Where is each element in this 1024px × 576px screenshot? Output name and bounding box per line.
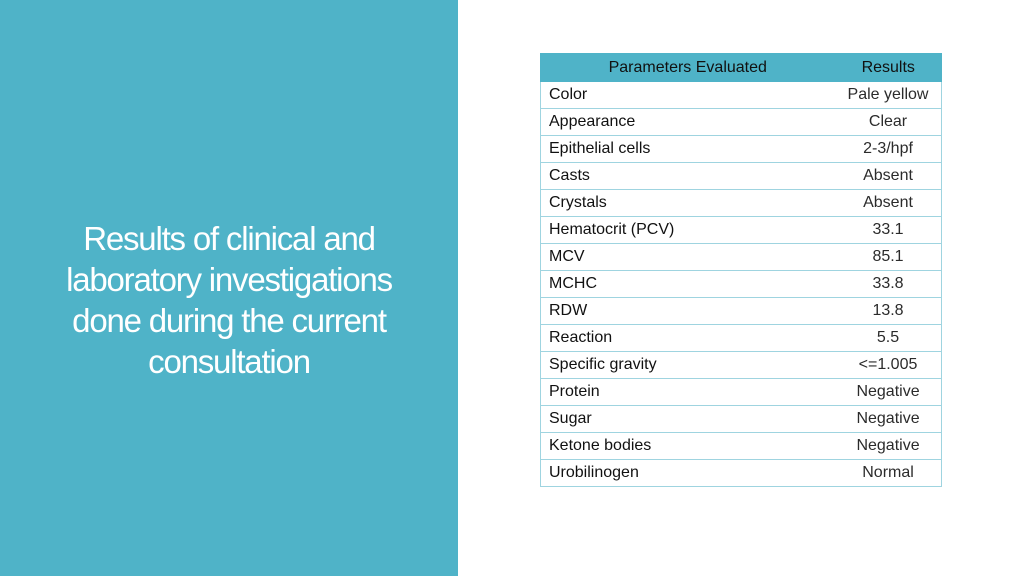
result-cell: 2-3/hpf <box>835 136 941 163</box>
table-row <box>541 217 942 244</box>
parameter-cell: Urobilinogen <box>541 460 836 487</box>
slide-title: Results of clinical and laboratory investigations done during the current consultation <box>66 220 392 380</box>
table-row <box>541 352 942 379</box>
result-cell: 33.1 <box>835 217 941 244</box>
table-row <box>541 379 942 406</box>
parameter-cell: Protein <box>541 379 836 406</box>
table-row <box>541 298 942 325</box>
result-cell: <=1.005 <box>835 352 941 379</box>
parameter-cell: Color <box>541 82 836 109</box>
result-cell: 33.8 <box>835 271 941 298</box>
title-panel <box>0 0 458 576</box>
result-cell: 5.5 <box>835 325 941 352</box>
parameter-cell: Epithelial cells <box>541 136 836 163</box>
parameter-cell: MCV <box>541 244 836 271</box>
result-cell: 85.1 <box>835 244 941 271</box>
table-row <box>541 460 942 487</box>
result-cell: Normal <box>835 460 941 487</box>
parameter-cell: Casts <box>541 163 836 190</box>
parameter-cell: Reaction <box>541 325 836 352</box>
table-row <box>541 406 942 433</box>
result-cell: 13.8 <box>835 298 941 325</box>
parameter-cell: RDW <box>541 298 836 325</box>
result-cell: Negative <box>835 379 941 406</box>
table-row <box>541 82 942 109</box>
table-header-row <box>541 54 942 82</box>
result-cell: Negative <box>835 433 941 460</box>
results-table <box>540 53 942 487</box>
table-row <box>541 244 942 271</box>
parameter-cell: Appearance <box>541 109 836 136</box>
result-cell: Negative <box>835 406 941 433</box>
parameter-cell: MCHC <box>541 271 836 298</box>
table-row <box>541 109 942 136</box>
result-cell: Absent <box>835 190 941 217</box>
result-cell: Absent <box>835 163 941 190</box>
table-row <box>541 136 942 163</box>
table-row <box>541 190 942 217</box>
parameter-cell: Sugar <box>541 406 836 433</box>
parameter-cell: Crystals <box>541 190 836 217</box>
table-row <box>541 163 942 190</box>
table-row <box>541 271 942 298</box>
header-parameters: Parameters Evaluated <box>541 54 836 82</box>
parameter-cell: Specific gravity <box>541 352 836 379</box>
result-cell: Pale yellow <box>835 82 941 109</box>
table-row <box>541 325 942 352</box>
header-results: Results <box>835 54 941 82</box>
result-cell: Clear <box>835 109 941 136</box>
table-row <box>541 433 942 460</box>
parameter-cell: Ketone bodies <box>541 433 836 460</box>
parameter-cell: Hematocrit (PCV) <box>541 217 836 244</box>
